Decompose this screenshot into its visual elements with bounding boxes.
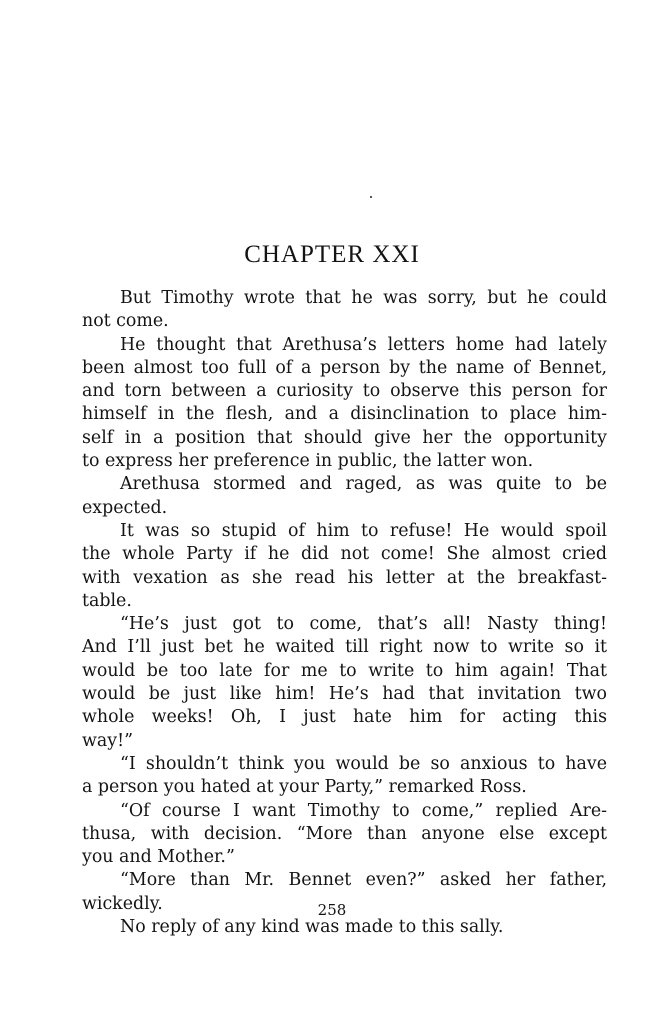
text-line: table. [82, 590, 132, 611]
text-line: you and Mother.” [82, 847, 235, 868]
text-line: self in a position that should give her the opportunity [82, 427, 607, 448]
paragraph [82, 753, 607, 800]
text-line: way!” [82, 730, 133, 751]
chapter-body [82, 287, 607, 939]
paragraph [82, 800, 607, 870]
text-line: “More than Mr. Bennet even?” asked her father, [120, 870, 607, 891]
text-line: wickedly. [82, 893, 163, 914]
ornament-dot [370, 196, 372, 198]
text-line: with vexation as she read his letter at the breakfast- [82, 567, 607, 588]
text-line: And I’ll just bet he waited till right now to write so it [82, 637, 607, 658]
text-line: He thought that Arethusa’s letters home had lately [120, 334, 607, 355]
text-line: It was so stupid of him to refuse! He would spoil [120, 520, 607, 541]
chapter-title: CHAPTER XXI [244, 241, 420, 268]
text-line: “Of course I want Timothy to come,” replied Are- [120, 800, 607, 821]
paragraph [82, 287, 607, 334]
text-line: the whole Party if he did not come! She almost cried [82, 544, 607, 565]
text-line: himself in the flesh, and a disinclination to place him- [82, 404, 607, 425]
page-number: 258 [317, 901, 347, 919]
text-line: expected. [82, 497, 168, 518]
text-line: a person you hated at your Party,” remarked Ross. [82, 777, 527, 798]
text-line: thusa, with decision. “More than anyone else except [82, 823, 607, 844]
text-line: whole weeks! Oh, I just hate him for acting this [82, 707, 607, 728]
text-line: But Timothy wrote that he was sorry, but he could [120, 288, 607, 308]
paragraph [82, 916, 607, 939]
text-line: “He’s just got to come, that’s all! Nasty thing! [120, 614, 607, 635]
text-line: “I shouldn’t think you would be so anxious to have [120, 753, 607, 774]
text-line: Arethusa stormed and raged, as was quite to be [120, 474, 607, 495]
paragraph [82, 473, 607, 520]
text-line: to express her preference in public, the latter won. [82, 451, 534, 472]
text-line: been almost too full of a person by the name of Bennet, [82, 357, 607, 378]
text-line: would be too late for me to write to him again! That [82, 660, 607, 681]
paragraph [82, 613, 607, 753]
paragraph [82, 520, 607, 613]
text-line: not come. [82, 311, 169, 332]
text-line: and torn between a curiosity to observe this person for [82, 381, 607, 402]
text-line: No reply of any kind was made to this sally. [120, 917, 504, 938]
text-line: would be just like him! He’s had that invitation two [82, 684, 607, 705]
paragraph [82, 334, 607, 474]
